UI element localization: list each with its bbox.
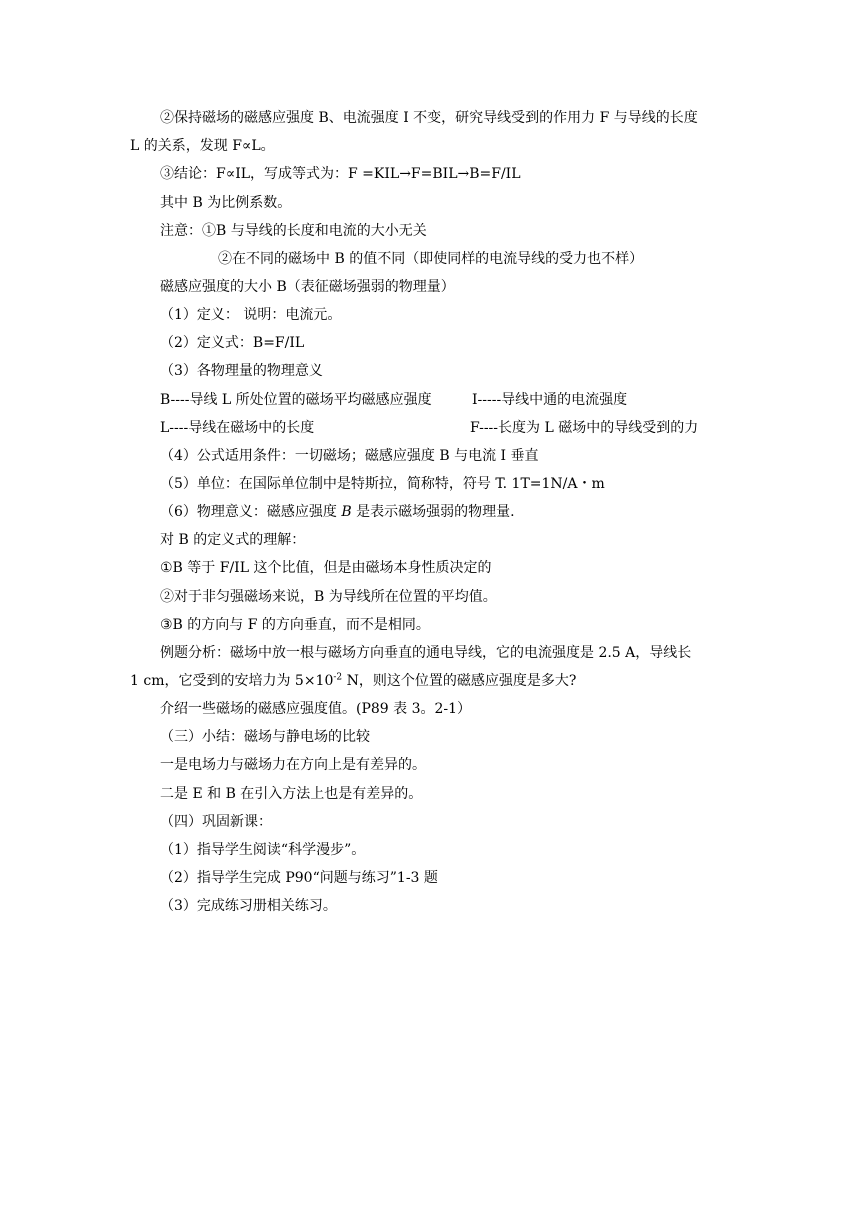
definition-i: I-----导线中通的电流强度 [472, 392, 628, 408]
note-line: 注意：①B 与导线的长度和电流的大小无关 [160, 223, 427, 239]
text-line: 一是电场力与磁场力在方向上是有差异的。 [160, 757, 426, 773]
text-line: 其中 B 为比例系数。 [160, 195, 292, 211]
list-item: （3）完成练习册相关练习。 [160, 898, 337, 914]
text-span: （6）物理意义：磁感应强度 [160, 504, 342, 520]
meaning-line [160, 503, 515, 521]
definition-l: L----导线在磁场中的长度 [160, 420, 315, 436]
text-line: L 的关系，发现 F∝L。 [130, 138, 275, 154]
symbol-b: B [341, 504, 352, 520]
text-span: N，则这个位置的磁感应强度是多大? [342, 673, 577, 689]
section-heading: （四）巩固新课： [160, 814, 272, 830]
formula-line: （2）定义式：B=F/IL [160, 335, 305, 351]
text-line: 二是 E 和 B 在引入方法上也是有差异的。 [160, 786, 423, 802]
text-line: 介绍一些磁场的磁感应强度值。(P89 表 3。2-1） [160, 701, 472, 717]
text-line: 对 B 的定义式的理解： [160, 532, 306, 548]
list-item: （1）指导学生阅读“科学漫步”。 [160, 842, 366, 858]
section-heading: （三）小结：磁场与静电场的比较 [160, 729, 370, 745]
definition-f: F----长度为 L 磁场中的导线受到的力 [470, 420, 699, 436]
section-heading: 磁感应强度的大小 B（表征磁场强弱的物理量） [160, 279, 455, 295]
text-span: 是表示磁场强弱的物理量. [351, 504, 515, 520]
exponent: -2 [333, 672, 343, 683]
example-line [130, 672, 576, 690]
text-line: （4）公式适用条件：一切磁场；磁感应强度 B 与电流 I 垂直 [160, 448, 539, 464]
text-span: 1 cm，它受到的安培力为 5×10 [130, 673, 334, 689]
list-item: （2）指导学生完成 P90“问题与练习”1-3 题 [160, 870, 438, 886]
text-line: ③结论：F∝IL，写成等式为：F =KIL→F=BIL→B=F/IL [160, 166, 521, 182]
text-line: ②保持磁场的磁感应强度 B、电流强度 I 不变，研究导线受到的作用力 F 与导线的长度 [160, 110, 698, 126]
text-line: （1）定义： 说明：电流元。 [160, 307, 342, 323]
list-item: ③B 的方向与 F 的方向垂直，而不是相同。 [160, 617, 430, 633]
example-line: 例题分析：磁场中放一根与磁场方向垂直的通电导线，它的电流强度是 2.5 A，导线长 [160, 645, 692, 661]
unit-line: （5）单位：在国际单位制中是特斯拉，简称特，符号 T. 1T=1N/A・m [160, 476, 605, 492]
list-item: ②对于非匀强磁场来说，B 为导线所在位置的平均值。 [160, 589, 497, 605]
note-line: ②在不同的磁场中 B 的值不同（即使同样的电流导线的受力也不样） [218, 251, 644, 267]
definition-b: B----导线 L 所处位置的磁场平均磁感应强度 [160, 392, 432, 408]
list-item: ①B 等于 F/IL 这个比值，但是由磁场本身性质决定的 [160, 560, 492, 576]
text-line: （3）各物理量的物理意义 [160, 363, 323, 379]
